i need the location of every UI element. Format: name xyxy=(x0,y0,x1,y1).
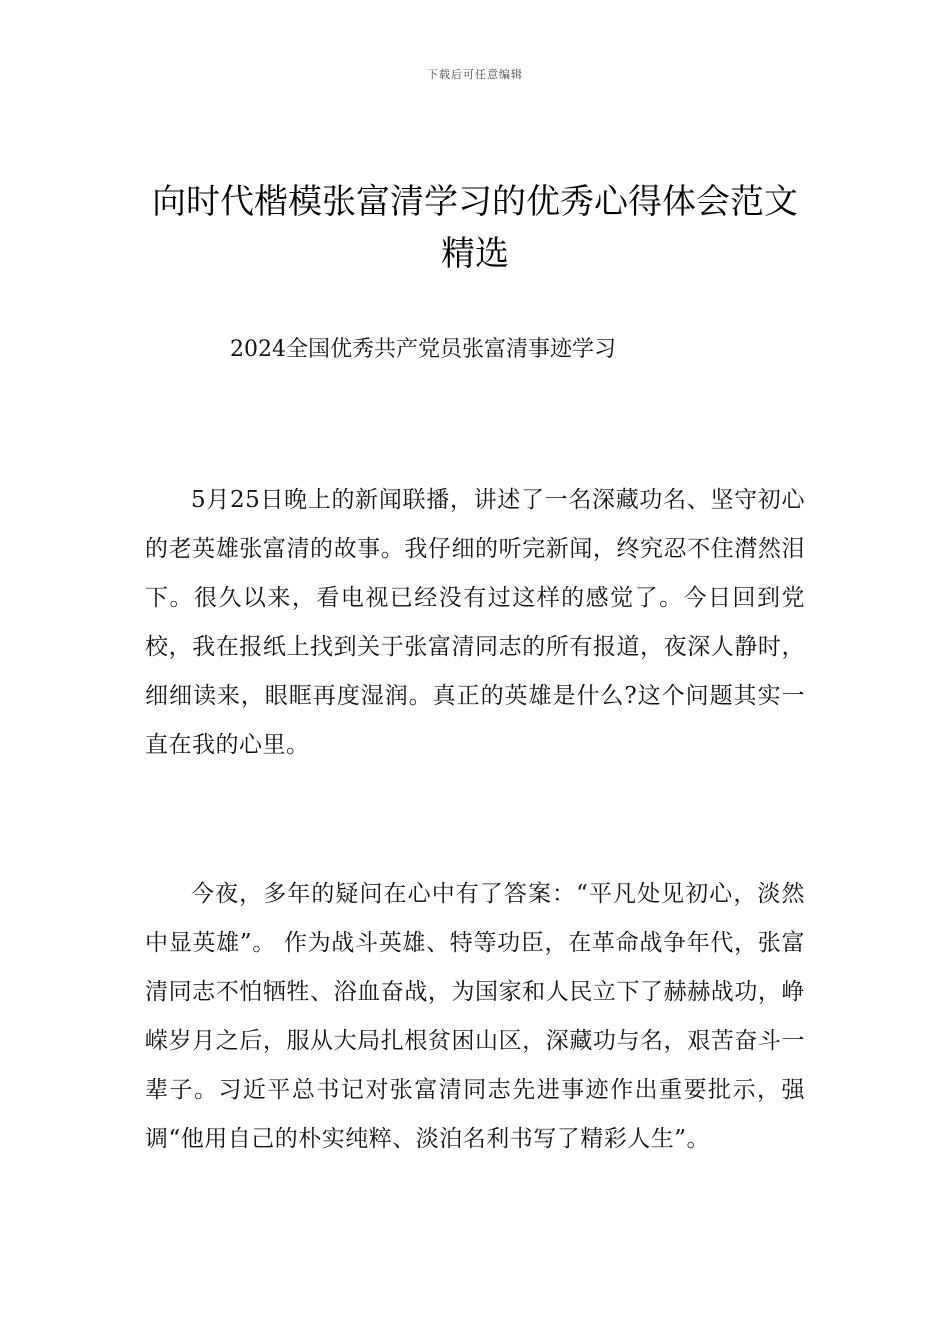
paragraph-1: 5月25日晚上的新闻联播，讲述了一名深藏功名、坚守初心的老英雄张富清的故事。我仔细的听完新闻，终究忍不住潸然泪下。很久以来，看电视已经没有过这样的感觉了。今日回到党校，我在报纸上找到关于张富清同志的所有报道，夜深人静时，细细读来，眼眶再度湿润。真正的英雄是什么?这个问题其实一直在我的心里。 xyxy=(145,487,805,758)
document-subtitle: 2024全国优秀共产党员张富清事迹学习 xyxy=(230,337,616,362)
paragraph-2: 今夜，多年的疑问在心中有了答案：“平凡处见初心，淡然中显英雄”。 作为战斗英雄、特等功臣，在革命战争年代，张富清同志不怕牺牲、浴血奋战，为国家和人民立下了赫赫战功，峥嵘岁月之后，服从大局扎根贫困山区，深藏功与名，艰苦奋斗一辈子。习近平总书记对张富清同志先进事迹作出重要批示，强调“他用自己的朴实纯粹、淡泊名利书写了精彩人生”。 xyxy=(145,881,805,1152)
document-title: 向时代楷模张富清学习的优秀心得体会范文精选 xyxy=(152,182,798,274)
header-note: 下载后可任意编辑 xyxy=(427,68,523,81)
